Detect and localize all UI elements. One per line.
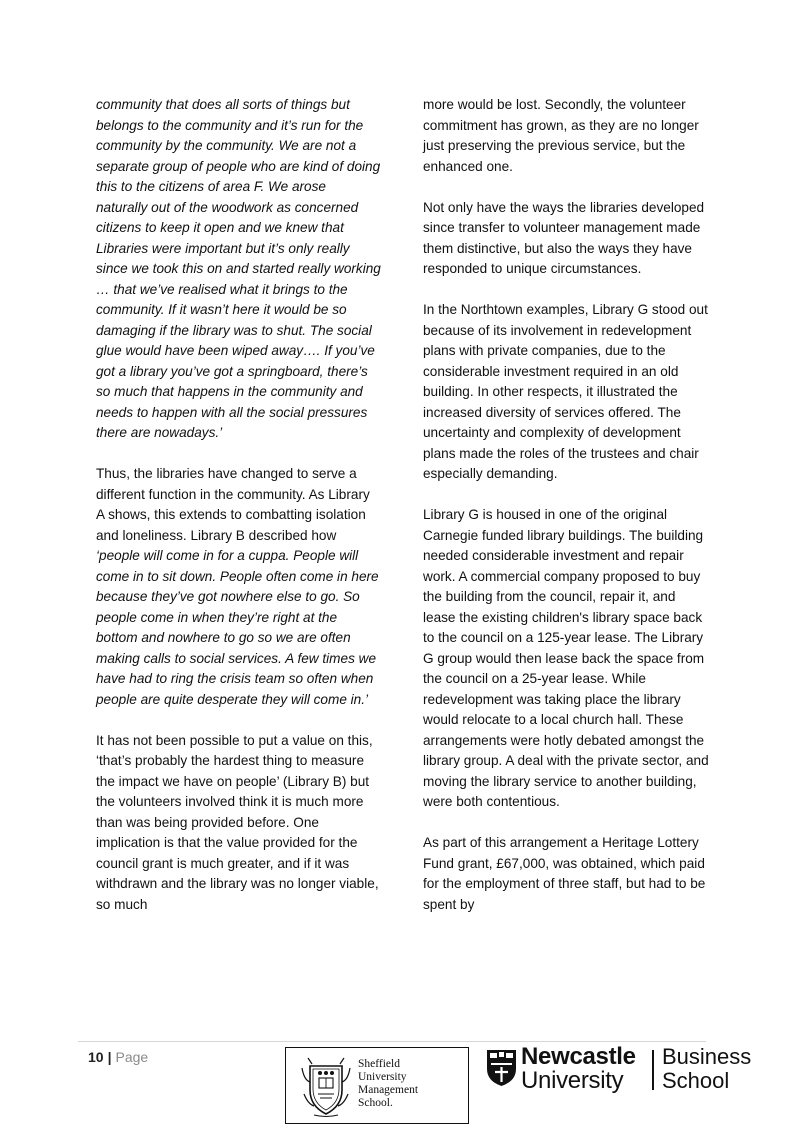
body-paragraph: Library G is housed in one of the original Carnegie funded library buildings. The building needed considerable investment and repair work. A commercial company proposed to buy the building from the council, repair it, and lease the existing children's library space back to the council on a 125-year lease. The Library G group would then lease back the space from the council on a 25-year lease. While redevelopment was taking place the library would relocate to a local church hall. These arrangements were hotly debated amongst the library group. A deal with the private sector, and moving the library service to another building, were both contentious. <box>423 507 709 809</box>
sums-line: School. <box>358 1097 393 1109</box>
right-column <box>423 95 711 936</box>
sheffield-management-school-logo <box>285 1047 469 1124</box>
sheffield-crest-icon <box>300 1054 352 1118</box>
body-paragraph: It has not been possible to put a value on this, ‘that’s probably the hardest thing to measure the impact we have on people’ (Library B) but the volunteers involved think it is much more than was being provided before. One implication is that the value provided for the council grant is much greater, and if it was withdrawn and the library was no longer viable, so much <box>96 732 379 912</box>
ncl-school-line2: School <box>662 1068 730 1093</box>
page-number-value: 10 <box>88 1049 104 1065</box>
newcastle-shield-icon <box>486 1049 517 1087</box>
body-paragraph: In the Northtown examples, Library G stood out because of its involvement in redevelopment plans with private companies, due to the considerable investment required in an old building. In other respects, it illustrated the increased diversity of services offered. The uncertainty and complexity of development plans made the roles of the trustees and chair especially demanding. <box>423 302 708 481</box>
inline-quote: ‘people will come in for a cuppa. People will come in to sit down. People often come in here because they’ve got nowhere else to go. So people come in when they’re right at the bottom and nowhere to go so we are often making calls to social services. A few times we have had to ring the crisis team so often when people are quite desperate they will come in.’ <box>96 548 379 707</box>
body-paragraph: As part of this arrangement a Heritage Lottery Fund grant, £67,000, was obtained, which paid for the employment of three staff, but had to be spent by <box>423 835 706 912</box>
ncl-name-line1: Newcastle <box>521 1043 636 1070</box>
paragraph-intro: Thus, the libraries have changed to serve a different function in the community. As Library A shows, this extends to combatting isolation and loneliness. Library B described how <box>96 466 370 543</box>
body-paragraph: more would be lost. Secondly, the volunteer commitment has grown, as they are no longer just preserving the previous service, but the enhanced one. <box>423 97 699 174</box>
body-paragraph: Not only have the ways the libraries developed since transfer to volunteer management made them distinctive, but also the ways they have responded to unique circumstances. <box>423 199 705 276</box>
sums-line: University <box>358 1071 407 1083</box>
body-paragraph <box>96 464 381 710</box>
sums-wordmark <box>358 1058 418 1110</box>
business-school-wordmark <box>662 1045 751 1093</box>
quote-paragraph: community that does all sorts of things but belongs to the community and it’s run for the community by the community. We are not a separate group of people who are kind of doing this to the citizens of area F. We arose naturally out of the woodwork as concerned citizens to keep it open and we knew that Libraries were important but it’s only really since we took this on and started really working … that we’ve realised what it brings to the community. If it wasn’t here it would be so damaging if the library was to shut. The social glue would have been wiped away…. If you’ve got a library you’ve got a springboard, there’s so much that happens in the community and needs to happen with all the social pressures there are nowadays.’ <box>96 97 381 440</box>
logo-divider <box>652 1050 654 1090</box>
page-number <box>88 1049 148 1065</box>
sums-line: Sheffield <box>358 1058 400 1070</box>
ncl-school-line1: Business <box>662 1044 752 1069</box>
sums-line: Management <box>358 1084 419 1096</box>
page-label: Page <box>115 1049 149 1065</box>
ncl-name-line2: University <box>521 1067 624 1094</box>
left-column <box>96 95 381 936</box>
newcastle-university-wordmark <box>521 1045 636 1093</box>
footer-divider <box>78 1041 706 1042</box>
page-number-separator: | <box>107 1049 112 1065</box>
